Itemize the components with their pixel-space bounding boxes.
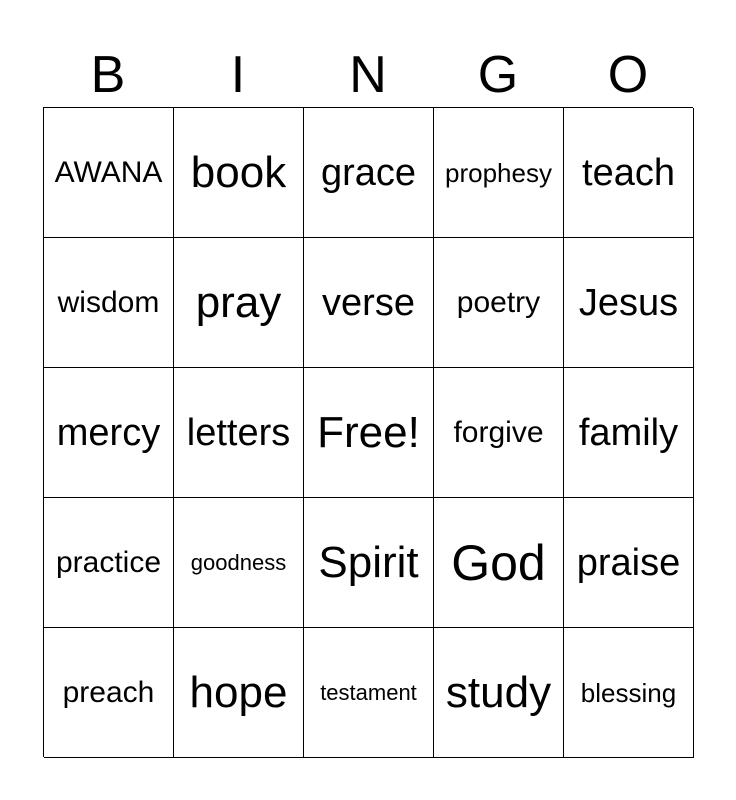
bingo-cell[interactable]: practice: [44, 498, 174, 628]
bingo-cell[interactable]: testament: [304, 628, 434, 758]
bingo-cell[interactable]: God: [434, 498, 564, 628]
bingo-header: [43, 42, 693, 108]
bingo-cell[interactable]: study: [434, 628, 564, 758]
bingo-cell[interactable]: verse: [304, 238, 434, 368]
header-letter-i: I: [230, 46, 246, 104]
bingo-cell[interactable]: family: [564, 368, 694, 498]
bingo-cell[interactable]: teach: [564, 108, 694, 238]
bingo-cell[interactable]: hope: [174, 628, 304, 758]
header-letter-n: N: [349, 46, 387, 104]
bingo-cell[interactable]: blessing: [564, 628, 694, 758]
bingo-cell[interactable]: forgive: [434, 368, 564, 498]
bingo-cell[interactable]: Spirit: [304, 498, 434, 628]
header-letter-g: G: [477, 46, 519, 104]
bingo-cell[interactable]: praise: [564, 498, 694, 628]
bingo-cell[interactable]: preach: [44, 628, 174, 758]
bingo-cell[interactable]: pray: [174, 238, 304, 368]
header-letter-o: O: [607, 46, 649, 104]
header-letter-b: B: [90, 46, 126, 104]
bingo-cell[interactable]: grace: [304, 108, 434, 238]
bingo-cell[interactable]: mercy: [44, 368, 174, 498]
bingo-cell[interactable]: poetry: [434, 238, 564, 368]
bingo-board: [43, 107, 693, 757]
bingo-cell[interactable]: book: [174, 108, 304, 238]
bingo-cell[interactable]: Jesus: [564, 238, 694, 368]
bingo-cell[interactable]: prophesy: [434, 108, 564, 238]
bingo-cell[interactable]: AWANA: [44, 108, 174, 238]
free-space-cell[interactable]: Free!: [304, 368, 434, 498]
bingo-cell[interactable]: goodness: [174, 498, 304, 628]
bingo-cell[interactable]: wisdom: [44, 238, 174, 368]
bingo-cell[interactable]: letters: [174, 368, 304, 498]
